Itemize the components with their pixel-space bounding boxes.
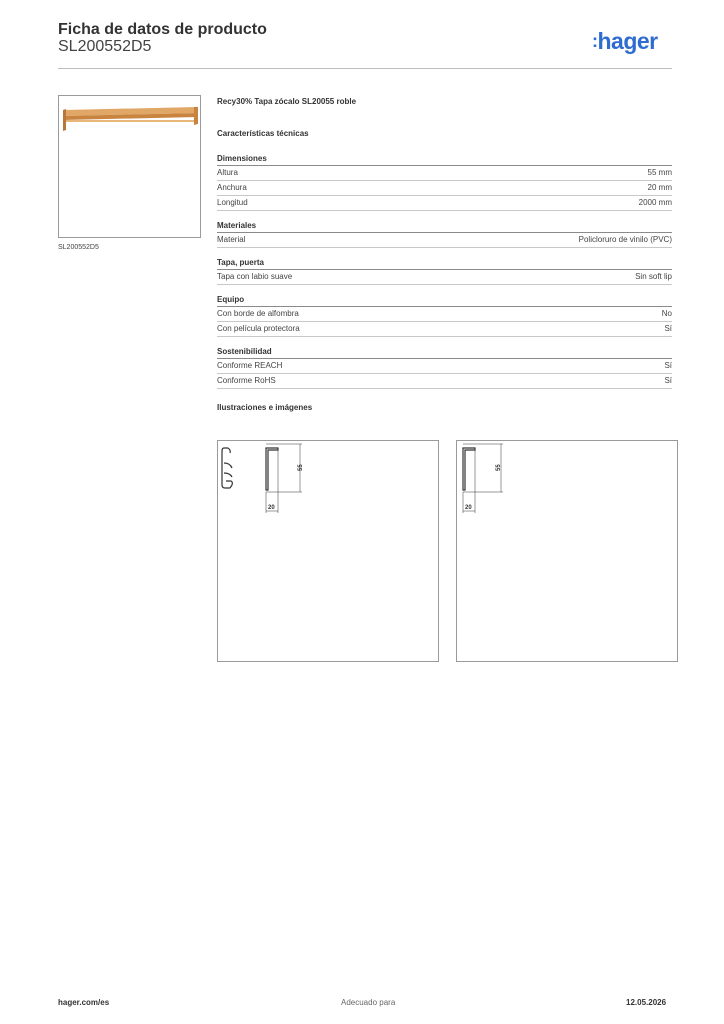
page-title: Ficha de datos de producto: [58, 21, 267, 38]
spec-group-title: Sostenibilidad: [217, 347, 672, 359]
spec-label: Material: [217, 235, 246, 244]
illustrations-title: Ilustraciones e imágenes: [217, 403, 313, 412]
height-dimension-label: 55: [496, 464, 502, 471]
height-dimension-label: 55: [298, 464, 304, 471]
spec-row: [217, 270, 672, 285]
spec-row: [217, 196, 672, 211]
spec-group-title: Materiales: [217, 221, 672, 233]
spec-group: [217, 258, 672, 285]
spec-group: [217, 221, 672, 248]
spec-group: [217, 347, 672, 389]
profile-drawing: [463, 444, 503, 513]
spec-group-title: Dimensiones: [217, 154, 672, 166]
spec-groups: [217, 154, 672, 389]
profile-drawing: [266, 444, 302, 513]
spec-label: Con película protectora: [217, 324, 300, 333]
spec-value: No: [661, 309, 672, 318]
spec-value: Sin soft lip: [635, 272, 672, 281]
spec-label: Altura: [217, 168, 238, 177]
hager-logo: :hager: [592, 28, 658, 54]
product-name: Recy30% Tapa zócalo SL20055 roble: [217, 97, 357, 106]
spec-row: [217, 307, 672, 322]
specs-title: Características técnicas: [217, 129, 309, 138]
spec-label: Tapa con labio suave: [217, 272, 293, 281]
spec-value: 2000 mm: [638, 198, 672, 207]
cross-section-icon: [222, 448, 232, 488]
spec-row: [217, 322, 672, 337]
spec-group-title: Tapa, puerta: [217, 258, 672, 270]
spec-value: 20 mm: [647, 183, 672, 192]
spec-row: [217, 166, 672, 181]
spec-value: Sí: [664, 376, 672, 385]
spec-value: 55 mm: [647, 168, 672, 177]
footer-website: hager.com/es: [58, 998, 110, 1007]
skirting-cover-image: [59, 96, 200, 237]
product-image: [58, 95, 201, 238]
spec-row: [217, 359, 672, 374]
spec-content: [217, 97, 672, 412]
spec-value: Sí: [664, 361, 672, 370]
spec-row: [217, 233, 672, 248]
spec-group: [217, 295, 672, 337]
width-dimension-label: 20: [268, 505, 275, 511]
header-divider: [58, 68, 672, 69]
spec-group-title: Equipo: [217, 295, 672, 307]
spec-label: Conforme RoHS: [217, 376, 276, 385]
footer-suitable-for: Adecuado para: [341, 998, 396, 1007]
spec-label: Anchura: [217, 183, 247, 192]
spec-label: Longitud: [217, 198, 248, 207]
footer-date: 12.05.2026: [626, 998, 667, 1007]
spec-value: Policloruro de vinilo (PVC): [578, 235, 672, 244]
spec-row: [217, 181, 672, 196]
spec-label: Conforme REACH: [217, 361, 283, 370]
spec-row: [217, 374, 672, 389]
spec-group: [217, 154, 672, 211]
product-image-caption: SL200552D5: [58, 244, 99, 251]
spec-label: Con borde de alfombra: [217, 309, 299, 318]
logo-text: hager: [597, 28, 658, 54]
illustration-2: [456, 440, 678, 662]
width-dimension-label: 20: [465, 505, 472, 511]
spec-value: Sí: [664, 324, 672, 333]
illustration-1: [217, 440, 439, 662]
product-code: SL200552D5: [58, 38, 152, 55]
